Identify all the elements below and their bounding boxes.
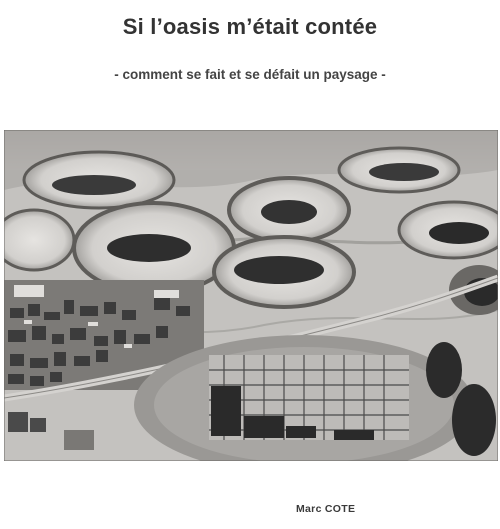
palm-crater-1: [24, 152, 174, 208]
palm-crater-4: [214, 237, 354, 307]
palm-crater-6: [399, 202, 498, 258]
palm-crater-3: [229, 178, 349, 242]
palm-crater-7: [4, 210, 74, 270]
palm-crater-5: [339, 148, 459, 192]
author-name: Marc COTE: [296, 503, 356, 515]
palm-crater-2: [74, 203, 234, 293]
page-title: Si l’oasis m’était contée: [122, 14, 378, 39]
aerial-oasis-photo: [4, 130, 498, 461]
page-subtitle: - comment se fait et se défait un paysage -: [114, 67, 386, 82]
aerial-photo-illustration: [4, 130, 498, 461]
